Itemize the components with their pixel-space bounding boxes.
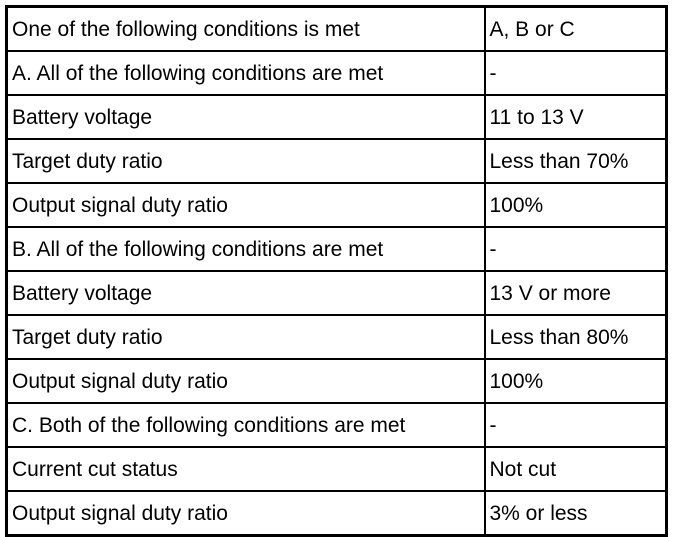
- table-row: [7, 315, 667, 359]
- condition-cell: Output signal duty ratio: [7, 491, 485, 536]
- table-row: [7, 403, 667, 447]
- table-row: [7, 359, 667, 403]
- table-row: [7, 271, 667, 315]
- conditions-table: [5, 5, 668, 537]
- condition-cell: One of the following conditions is met: [7, 7, 485, 52]
- conditions-table-body: [7, 7, 667, 536]
- condition-cell: Battery voltage: [7, 95, 485, 139]
- table-row: [7, 491, 667, 536]
- value-cell: A, B or C: [485, 7, 667, 52]
- value-cell: 11 to 13 V: [485, 95, 667, 139]
- table-row: [7, 95, 667, 139]
- condition-cell: Target duty ratio: [7, 315, 485, 359]
- condition-cell: A. All of the following conditions are met: [7, 51, 485, 95]
- condition-cell: Target duty ratio: [7, 139, 485, 183]
- value-cell: 100%: [485, 359, 667, 403]
- value-cell: -: [485, 227, 667, 271]
- table-row: [7, 447, 667, 491]
- value-cell: -: [485, 51, 667, 95]
- value-cell: 13 V or more: [485, 271, 667, 315]
- value-cell: -: [485, 403, 667, 447]
- condition-cell: Output signal duty ratio: [7, 183, 485, 227]
- table-row: [7, 51, 667, 95]
- table-row: [7, 139, 667, 183]
- table-row: [7, 227, 667, 271]
- value-cell: Less than 80%: [485, 315, 667, 359]
- condition-cell: Battery voltage: [7, 271, 485, 315]
- condition-cell: B. All of the following conditions are met: [7, 227, 485, 271]
- value-cell: Not cut: [485, 447, 667, 491]
- value-cell: Less than 70%: [485, 139, 667, 183]
- value-cell: 100%: [485, 183, 667, 227]
- condition-cell: Output signal duty ratio: [7, 359, 485, 403]
- condition-cell: C. Both of the following conditions are met: [7, 403, 485, 447]
- condition-cell: Current cut status: [7, 447, 485, 491]
- table-row: [7, 7, 667, 52]
- table-row: [7, 183, 667, 227]
- value-cell: 3% or less: [485, 491, 667, 536]
